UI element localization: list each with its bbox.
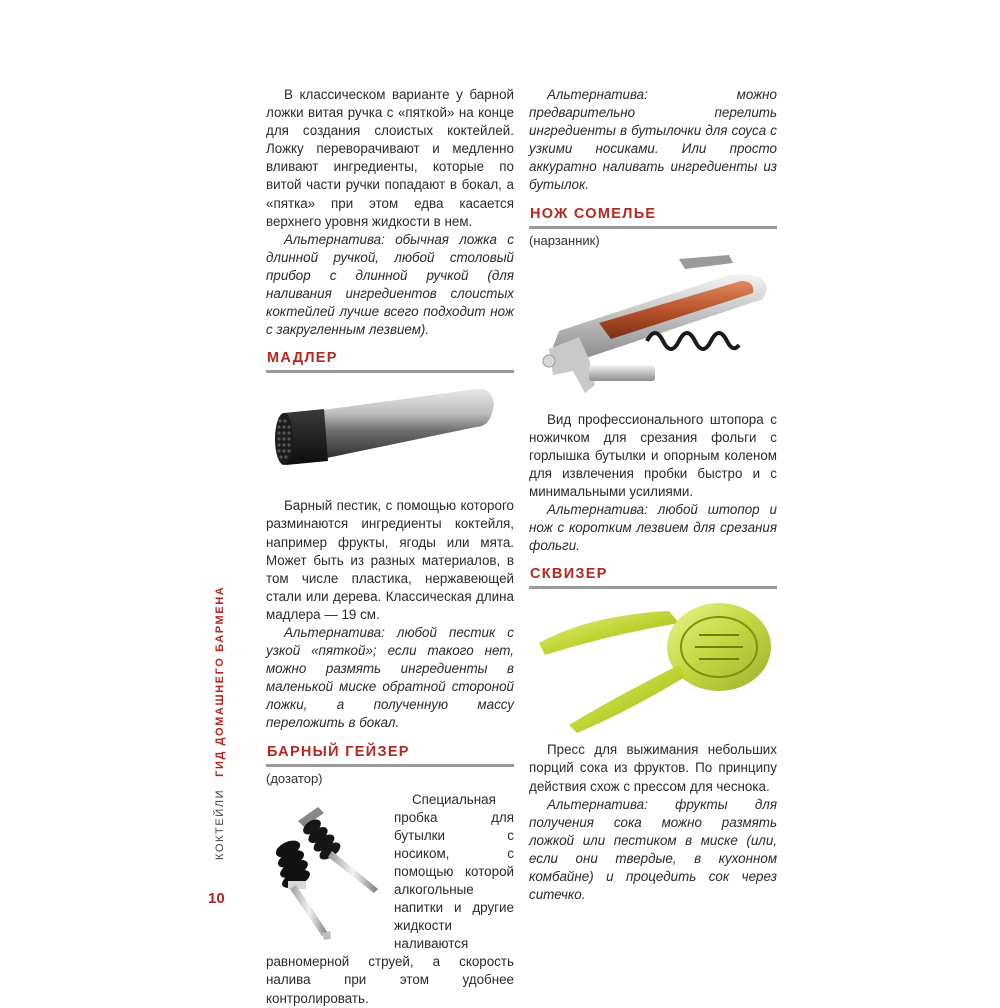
heading-rule xyxy=(266,764,514,767)
sommelier-knife-description: Вид профессионального штопора с ножичком для срезания фольги с горлышка бутылки и опорным коленом для извлечения пробки быстро и с минимальными усилиями. xyxy=(529,411,777,499)
running-header xyxy=(205,585,235,860)
page-number: 10 xyxy=(208,890,225,907)
squeezer-alternative: Альтернатива: фрукты для получения сока можно размять ложкой или пестиком в миске (или, если они твердые, в кухонном комбайне) и процедить сок через ситечко. xyxy=(529,796,777,903)
muddler-description: Барный пестик, с помощью которого разминаются ингредиенты коктейля, например фрукты, ягоды или мята. Может быть из разных материалов, в том числе пластика, нержавеющей стали или дерева. Классическая длина мадлера — 19 см. xyxy=(266,498,514,622)
pourer-image xyxy=(258,793,388,943)
running-header-section: КОКТЕЙЛИ xyxy=(214,788,226,860)
heading-rule xyxy=(529,586,777,589)
pourer-description: Специальная пробка для бутылки с носиком, с помощью которой алкогольные напитки и другие жидкости наливаются равномерной струей, а скорость налива при этом удобнее контролировать. xyxy=(266,791,514,1006)
running-header-book-title: ГИД ДОМАШНЕГО БАРМЕНА xyxy=(214,585,226,777)
pourer-heading-block xyxy=(266,742,514,767)
muddler-image xyxy=(266,383,514,491)
sommelier-knife-subtitle: (нарзанник) xyxy=(529,232,600,248)
sommelier-knife-heading: НОЖ СОМЕЛЬЕ xyxy=(530,205,657,222)
muddler-heading-block xyxy=(266,348,514,373)
squeezer-description: Пресс для выжимания небольших порций сока из фруктов. По принципу действия схож с прессом для чеснока. xyxy=(529,742,777,794)
right-column xyxy=(529,86,777,904)
squeezer-heading-block xyxy=(529,564,777,589)
bar-spoon-alternative: Альтернатива: обычная ложка с длинной ручкой, любой столовый прибор с длинной ручкой (для наливания ингредиентов слоистых коктейлей лучше всего подходит нож с закругленным лезвием). xyxy=(266,231,514,338)
sommelier-knife-image xyxy=(529,253,777,401)
left-column xyxy=(266,86,514,1008)
bar-spoon-alternative-continued: Альтернатива: можно предварительно перелить ингредиенты в бутылочки для соуса с узкими носиками. Или просто аккуратно наливать ингредиенты из бутылок. xyxy=(529,87,777,193)
sommelier-knife-heading-block xyxy=(529,204,777,229)
squeezer-heading: СКВИЗЕР xyxy=(530,566,608,583)
muddler-alternative: Альтернатива: любой пестик с узкой «пяткой»; если такого нет, можно размять ингредиенты в маленькой миске обратной стороной ложки, а полученную массу переложить в бокал. xyxy=(266,624,514,731)
pourer-subtitle: (дозатор) xyxy=(266,770,323,786)
squeezer-image xyxy=(529,595,777,735)
heading-rule xyxy=(266,370,514,373)
muddler-heading: МАДЛЕР xyxy=(267,350,338,367)
bar-spoon-description: В классическом варианте у барной ложки витая ручка с «пяткой» на конце для создания слоистых коктейлей. Ложку переворачивают и медленно вливают ингредиенты, которые по витой части ручки попадают в бокал, а «пятка» при этом едва касается верхнего уровня жидкости в нем. xyxy=(266,87,514,229)
pourer-heading: БАРНЫЙ ГЕЙЗЕР xyxy=(267,743,410,760)
sommelier-knife-alternative: Альтернатива: любой штопор и нож с коротким лезвием для срезания фольги. xyxy=(529,502,777,554)
heading-rule xyxy=(529,226,777,229)
